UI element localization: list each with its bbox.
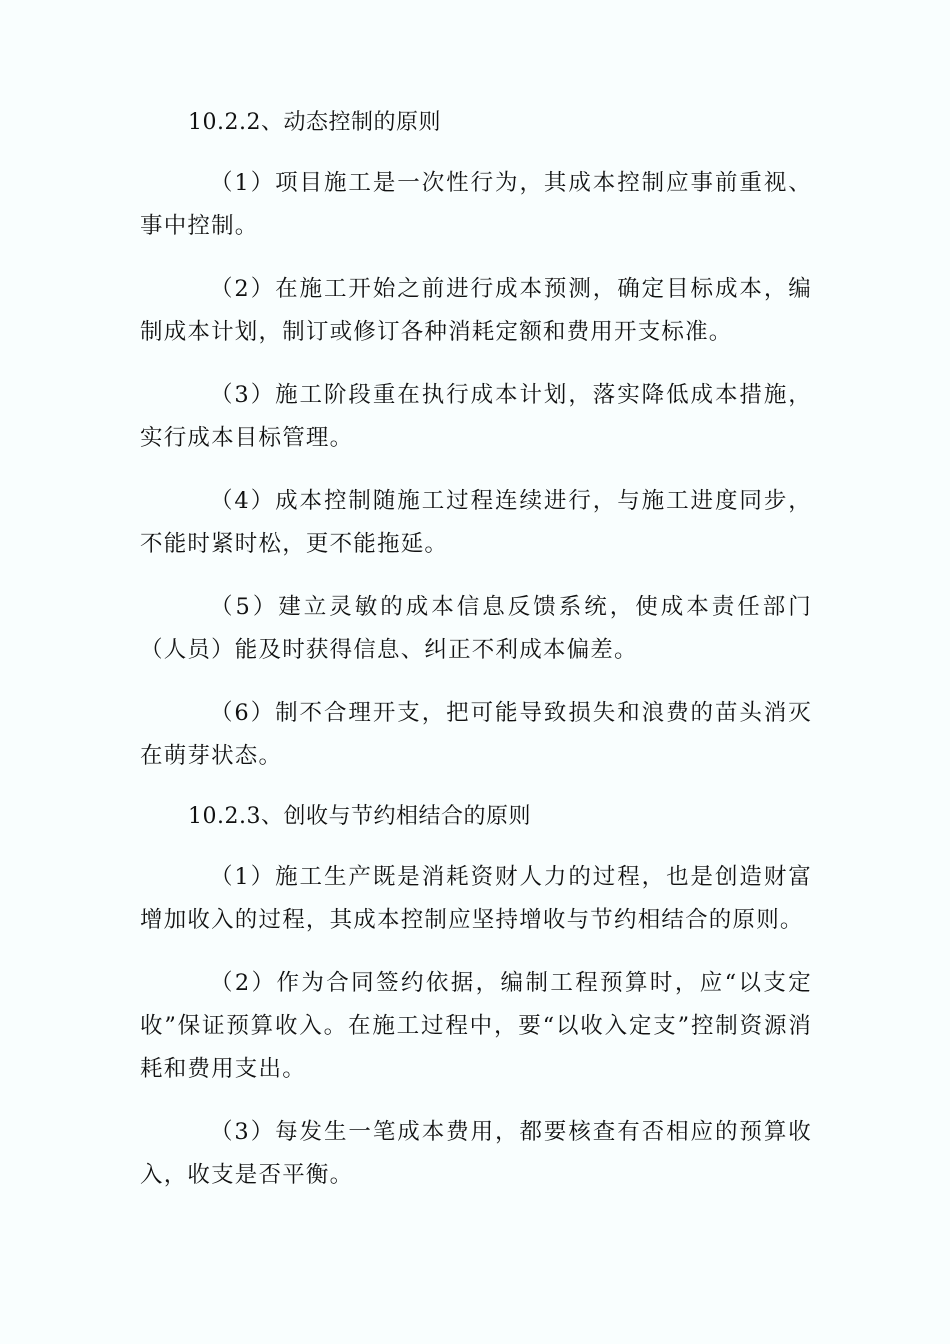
section-dynamic-control bbox=[140, 104, 812, 778]
paragraph: （1）项目施工是一次性行为，其成本控制应事前重视、事中控制。 bbox=[140, 170, 812, 239]
document-page bbox=[140, 104, 812, 1217]
paragraph: （4）成本控制随施工过程连续进行，与施工进度同步，不能时紧时松，更不能拖延。 bbox=[140, 488, 812, 557]
paragraph: （1）施工生产既是消耗资财人力的过程，也是创造财富增加收入的过程，其成本控制应坚持增收与节约相结合的原则。 bbox=[140, 864, 812, 933]
paragraph: （6）制不合理开支，把可能导致损失和浪费的苗头消灭在萌芽状态。 bbox=[140, 700, 812, 769]
paragraph: （5）建立灵敏的成本信息反馈系统，使成本责任部门（人员）能及时获得信息、纠正不利成本偏差。 bbox=[140, 594, 812, 663]
paragraph: （3）施工阶段重在执行成本计划，落实降低成本措施，实行成本目标管理。 bbox=[140, 382, 812, 451]
paragraph: （2）在施工开始之前进行成本预测，确定目标成本，编制成本计划，制订或修订各种消耗定额和费用开支标准。 bbox=[140, 276, 812, 345]
section-heading: 10.2.3、创收与节约相结合的原则 bbox=[188, 804, 531, 829]
section-revenue-saving bbox=[140, 798, 812, 1197]
paragraph: （2）作为合同签约依据，编制工程预算时，应“以支定收”保证预算收入。在施工过程中，要“以收入定支”控制资源消耗和费用支出。 bbox=[140, 970, 812, 1082]
paragraph: （3）每发生一笔成本费用，都要核查有否相应的预算收入，收支是否平衡。 bbox=[140, 1119, 812, 1188]
section-heading: 10.2.2、动态控制的原则 bbox=[188, 110, 441, 135]
